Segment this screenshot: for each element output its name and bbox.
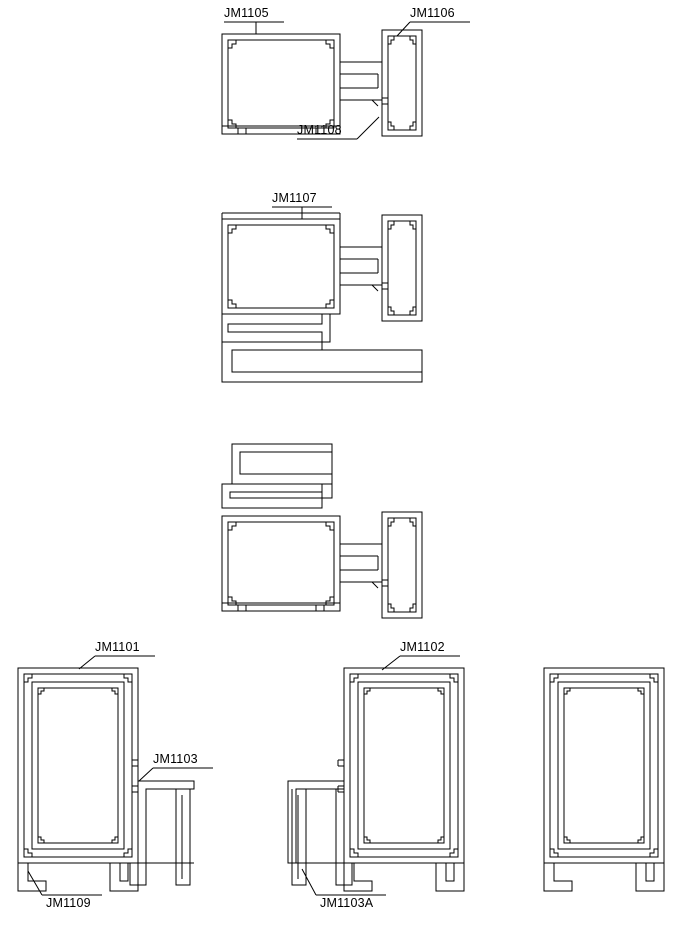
leader-jm1108 — [357, 117, 379, 139]
figure-4-jm1101-frame — [18, 668, 138, 863]
leader-lines — [28, 22, 470, 895]
label-jm1103a: JM1103A — [320, 896, 374, 910]
figure-2-lower-flange — [222, 314, 422, 382]
figure-1-jm1105-box — [222, 34, 340, 134]
label-jm1102: JM1102 — [400, 640, 445, 654]
figure-5-jm1102-frame — [338, 668, 464, 863]
figure-5-jm1103a-bracket — [288, 781, 352, 885]
leader-jm1106 — [397, 22, 410, 36]
figure-2-connector — [340, 247, 382, 291]
label-jm1101: JM1101 — [95, 640, 140, 654]
figure-4-jm1103-bracket — [130, 781, 194, 885]
leader-jm1103a — [302, 869, 316, 895]
figure-1-jm1106-box — [382, 30, 422, 136]
label-jm1105: JM1105 — [224, 6, 269, 20]
figure-6-foot — [544, 863, 664, 891]
figure-3-upper-flange — [222, 444, 332, 508]
figure-4-jm1109-foot — [18, 863, 138, 891]
label-jm1103: JM1103 — [153, 752, 198, 766]
label-jm1107: JM1107 — [272, 191, 317, 205]
figure-3-lower-box — [222, 516, 340, 611]
label-jm1108: JM1108 — [297, 123, 342, 137]
label-jm1109: JM1109 — [46, 896, 91, 910]
leader-jm1103 — [139, 768, 153, 781]
figure-2-right-box — [382, 215, 422, 321]
figure-2-upper-box — [222, 213, 340, 314]
label-jm1106: JM1106 — [410, 6, 455, 20]
figure-3-connector — [340, 544, 382, 588]
figure-3-right-box — [382, 512, 422, 618]
figure-1-connector-jm1108 — [340, 62, 382, 106]
leader-jm1101 — [79, 656, 95, 669]
figure-5-foot — [344, 863, 464, 891]
figure-6-frame — [544, 668, 664, 863]
